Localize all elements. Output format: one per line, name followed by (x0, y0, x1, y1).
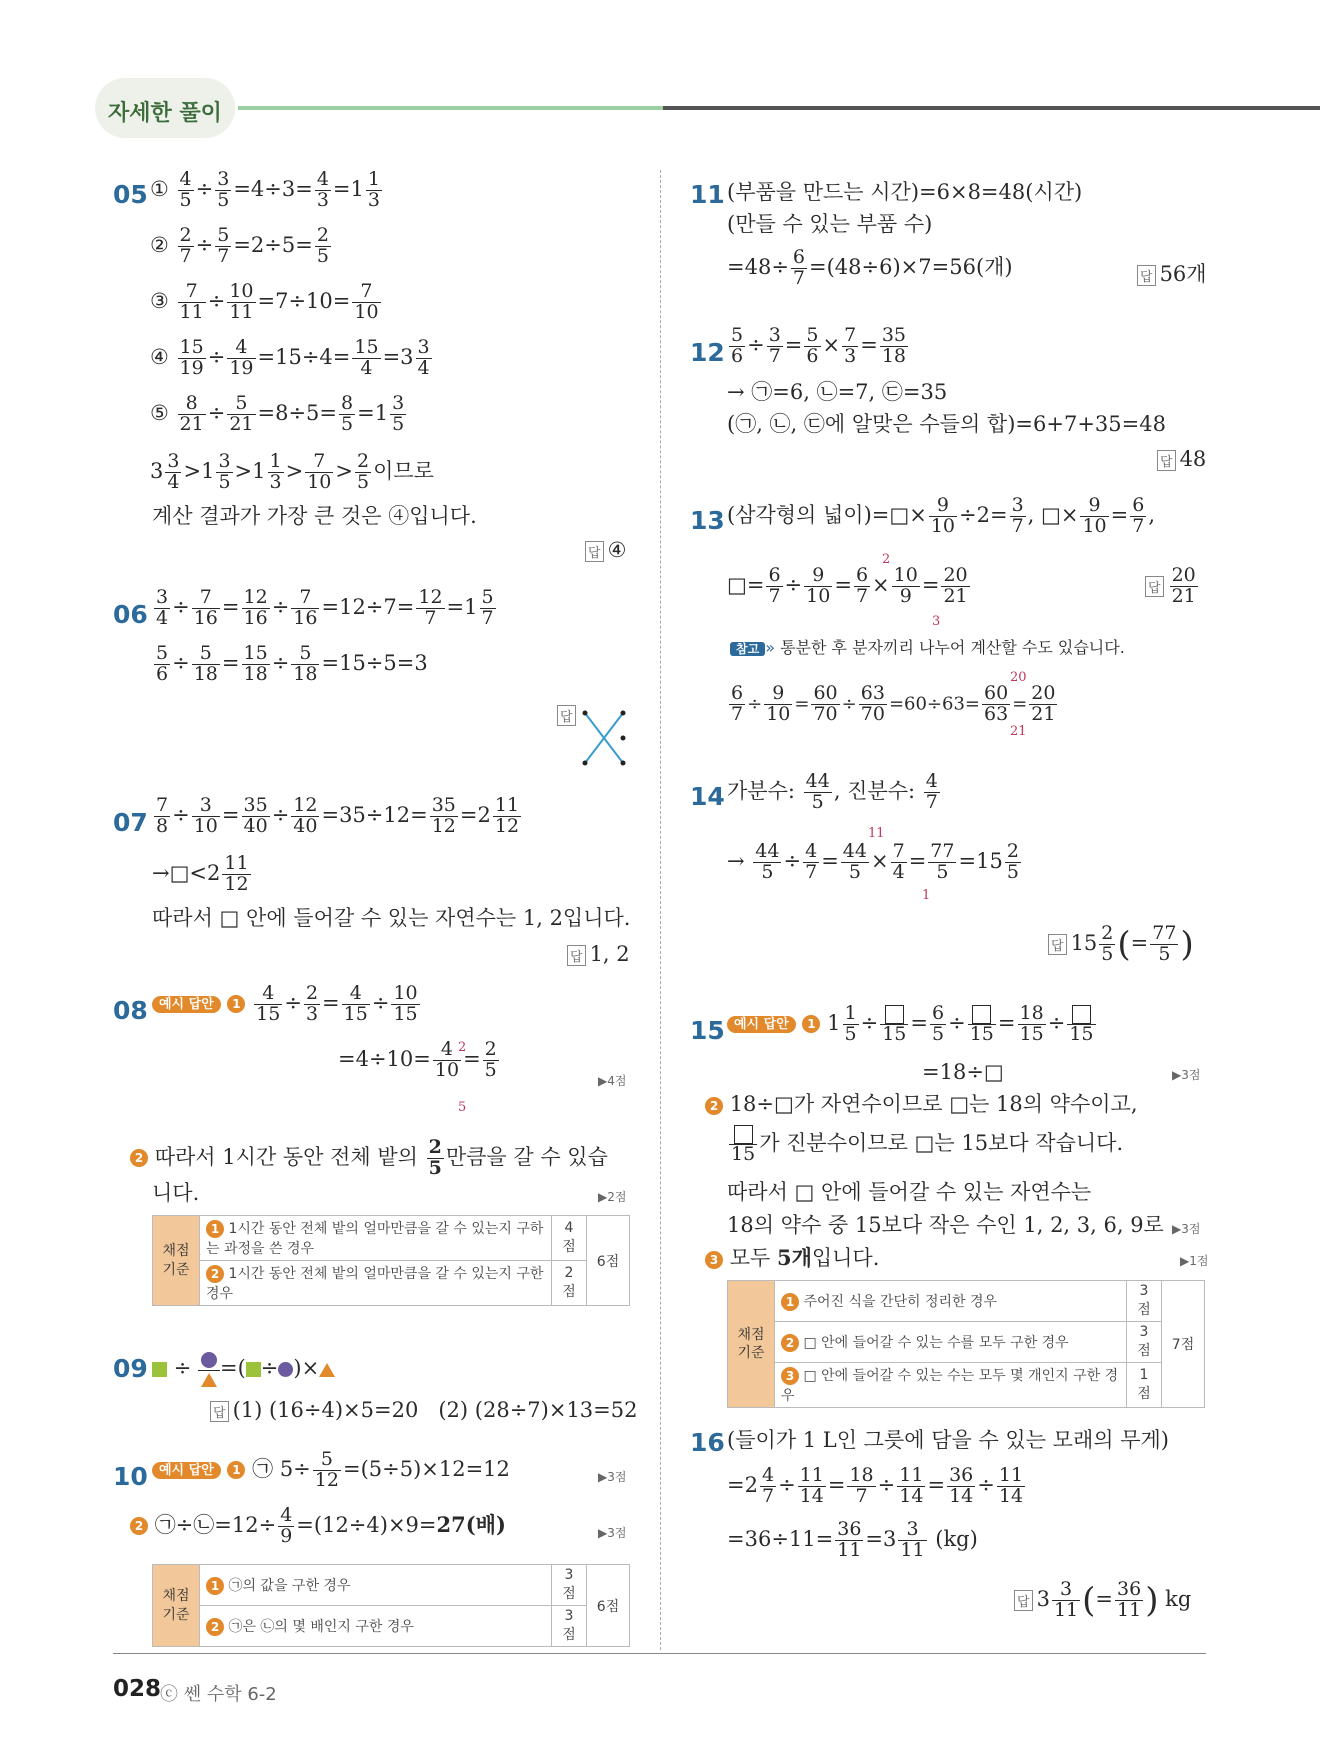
p13-note: 참고 » 통분한 후 분자끼리 나누어 계산할 수도 있습니다. (730, 640, 1125, 656)
p14-cancel-1: 1 (922, 888, 931, 903)
p13-line-1: (삼각형의 넓이)=□× $\frac{9}{10}$ ÷2= $\frac{3}{7}$ , □× $\frac{9}{10}$ = $\frac{6}{7}$ , (727, 494, 1156, 537)
p08-line-4: 니다. (152, 1181, 200, 1205)
p05-answer: 답 ④ (585, 538, 626, 562)
p05-line-1: ① $\frac{4}{5}$ ÷ $\frac{3}{5}$ =4÷3= $\frac{4}{3}$ =1 $\frac{1}{3}$ (150, 168, 380, 211)
p07-line-2: →□<2 $\frac{11}{12}$ (152, 852, 249, 895)
p11-line-3: =48÷ $\frac{6}{7}$ =(48÷6)×7=56(개) (727, 246, 1013, 289)
circle-over-triangle-icon (198, 1352, 220, 1387)
problem-number: 15 (690, 1016, 725, 1045)
p08-line-2: =4÷10= $\frac{4}{10}$ = $\frac{2}{5}$ (338, 1038, 497, 1081)
triangle-icon (319, 1363, 335, 1377)
p12-line-1: $\frac{5}{6}$ ÷ $\frac{3}{7}$ = $\frac{5}{6}$ × $\frac{7}{3}$ = $\frac{35}{18}$ (731, 324, 906, 367)
p05-line-7: 계산 결과가 가장 큰 것은 ④입니다. (152, 504, 477, 528)
p15-points-3: ▶1점 (1180, 1254, 1209, 1268)
p05-line-4: ④ $\frac{15}{19}$ ÷ $\frac{4}{19}$ =15÷4= $\frac{15}{4}$ =3 $\frac{3}{4}$ (150, 336, 430, 379)
p15-line-7: 3 모두 5개입니다. (705, 1247, 879, 1269)
p10-points-1: ▶3점 (598, 1470, 627, 1484)
page-number: 028 (113, 1676, 162, 1702)
p08-rubric: 채점 기준 1 1시간 동안 전체 밭의 얼마만큼을 갈 수 있는지 구하는 과정을 쓴 경우 4점 6점 2 1시간 동안 전체 밭의 얼마만큼을 갈 수 있는지 구한 경우 2점 (152, 1215, 630, 1306)
problem-number: 14 (690, 782, 725, 811)
p15-points-2: ▶3점 (1172, 1222, 1201, 1236)
p07-line-1: $\frac{7}{8}$ ÷ $\frac{3}{10}$ = $\frac{35}{40}$ ÷ $\frac{12}{40}$ =35÷12= $\frac{35}{12}$ =2 $\frac{11}{12}$ (156, 794, 520, 837)
p13-cancel-3: 3 (932, 614, 941, 629)
p08-cancel-2: 2 (458, 1040, 467, 1055)
p06-answer: 답 (557, 702, 580, 726)
p14-line-1: 가분수: $\frac{44}{5}$ , 진분수: $\frac{4}{7}$ (727, 770, 938, 813)
p08-cancel-5: 5 (458, 1100, 467, 1115)
p15-line-2: =18÷□ (922, 1060, 1004, 1084)
p12-line-2: → ㉠=6, ㉡=7, ㉢=35 (727, 380, 948, 404)
p05-line-5: ⑤ $\frac{8}{21}$ ÷ $\frac{5}{21}$ =8÷5= $\frac{8}{5}$ =1 $\frac{3}{5}$ (150, 392, 405, 435)
problem-number: 10 (113, 1462, 148, 1491)
problem-number: 16 (690, 1428, 725, 1457)
p11-line-2: (만들 수 있는 부품 수) (727, 212, 933, 236)
p05-line-6: 3 $\frac{3}{4}$ >1 $\frac{3}{5}$ >1 $\frac{1}{3}$ > $\frac{7}{10}$ > $\frac{2}{5}$ 이므로 (150, 450, 434, 493)
square-icon (152, 1362, 167, 1377)
problem-number: 09 (113, 1354, 148, 1383)
header-rule-green (238, 106, 663, 110)
p11-line-1: (부품을 만드는 시간)=6×8=48(시간) (727, 180, 1083, 204)
p15-line-4: 15 가 진분수이므로 □는 15보다 작습니다. (727, 1124, 1123, 1165)
p05-line-2: ② $\frac{2}{7}$ ÷ $\frac{5}{7}$ =2÷5= $\frac{2}{5}$ (150, 224, 329, 267)
p09-answer: 답 (1) (16÷4)×5=20 (2) (28÷7)×13=52 (210, 1398, 637, 1422)
p10-line-1: 예시 답안 1 ㉠ 5÷ $\frac{5}{12}$ =(5÷5)×12=12 (152, 1450, 510, 1491)
problem-number: 07 (113, 808, 148, 837)
p10-line-2: 2 ㉠÷㉡=12÷ $\frac{4}{9}$ =(12÷4)×9=27(배) (130, 1506, 506, 1547)
p06-line-1: $\frac{3}{4}$ ÷ $\frac{7}{16}$ = $\frac{12}{16}$ ÷ $\frac{7}{16}$ =12÷7= $\frac{12}{7}$ =1 $\frac{5}{7}$ (156, 586, 494, 629)
p06-answer-cross-diagram (578, 708, 630, 768)
footer-rule (113, 1653, 1206, 1654)
p14-line-2: → $\frac{44}{5}$ ÷ $\frac{4}{7}$ = $\frac{44}{5}$ × $\frac{7}{4}$ = $\frac{77}{5}$ =15 $\frac{2}{5}$ (727, 840, 1019, 883)
header-rule-gray (663, 106, 1320, 110)
p10-points-2: ▶3점 (598, 1526, 627, 1540)
p07-line-3: 따라서 □ 안에 들어갈 수 있는 자연수는 1, 2입니다. (152, 906, 631, 930)
p16-line-1: (들이가 1 L인 그릇에 담을 수 있는 모래의 무게) (727, 1428, 1169, 1452)
p15-line-3: 2 18÷□가 자연수이므로 □는 18의 약수이고, (705, 1094, 1138, 1115)
p08-line-3: 2 따라서 1시간 동안 전체 밭의 $\frac{2}{5}$ 만큼을 갈 수 있습 (130, 1138, 608, 1179)
circle-icon (278, 1362, 293, 1377)
problem-number: 05 (113, 180, 148, 209)
p13-note-cancel-21: 21 (1010, 724, 1027, 739)
p16-line-3: =36÷11= $\frac{36}{11}$ =3 $\frac{3}{11}$ (kg) (727, 1518, 978, 1561)
p12-line-3: (㉠, ㉡, ㉢에 알맞은 수들의 합)=6+7+35=48 (727, 412, 1166, 436)
p08-points-1: ▶4점 (598, 1074, 627, 1088)
p15-line-5: 따라서 □ 안에 들어갈 수 있는 자연수는 (727, 1180, 1092, 1204)
problem-number: 08 (113, 996, 148, 1025)
p16-line-2: =2 $\frac{4}{7}$ ÷ $\frac{11}{14}$ = $\frac{18}{7}$ ÷ $\frac{11}{14}$ = $\frac{36}{14}$ ÷ $\frac{11}{14}$ (727, 1464, 1024, 1507)
column-divider (660, 170, 661, 1650)
p08-points-2: ▶2점 (598, 1190, 627, 1204)
p13-cancel-2: 2 (882, 552, 891, 567)
p13-note-cancel-20: 20 (1010, 670, 1027, 685)
p15-rubric: 채점 기준 1 주어진 식을 간단히 정리한 경우 3점 7점 2 □ 안에 들어갈 수 있는 수를 모두 구한 경우 3점 3 □ 안에 들어갈 수 있는 수는 모두 몇 개인지 구한 경우 1점 (727, 1280, 1205, 1408)
p15-line-6: 18의 약수 중 15보다 작은 수인 1, 2, 3, 6, 9로 (727, 1213, 1164, 1237)
p06-line-2: $\frac{5}{6}$ ÷ $\frac{5}{18}$ = $\frac{15}{18}$ ÷ $\frac{5}{18}$ =15÷5=3 (156, 642, 428, 685)
p14-answer: 답 15 $\frac{2}{5}$ (= $\frac{77}{5}$ ) (1048, 924, 1194, 965)
p12-answer: 답 48 (1157, 447, 1206, 471)
p10-rubric: 채점 기준 1 ㉠의 값을 구한 경우 3점 6점 2 ㉠은 ㉡의 몇 배인지 구한 경우 3점 (152, 1564, 630, 1647)
p08-line-1: 예시 답안 1 $\frac{4}{15}$ ÷ $\frac{2}{3}$ = $\frac{4}{15}$ ÷ $\frac{10}{15}$ (152, 984, 422, 1025)
header (0, 70, 1320, 140)
header-logo-text: 자세한 풀이 (108, 101, 222, 126)
p14-cancel-11: 11 (868, 826, 885, 841)
p16-answer: 답 3 $\frac{3}{11}$ (= $\frac{36}{11}$ ) kg (1014, 1580, 1191, 1621)
p11-answer: 답 56개 (1137, 258, 1207, 288)
problem-number: 06 (113, 600, 148, 629)
p09-line-1: ÷ =( ÷ )× (152, 1352, 335, 1387)
square-icon (246, 1362, 261, 1377)
problem-number: 11 (690, 180, 725, 209)
p07-answer: 답 1, 2 (567, 942, 630, 966)
book-title: ⓒ 쎈 수학 6-2 (160, 1684, 277, 1705)
p15-points-1: ▶3점 (1172, 1068, 1201, 1082)
problem-number: 13 (690, 506, 725, 535)
p05-line-3: ③ $\frac{7}{11}$ ÷ $\frac{10}{11}$ =7÷10= $\frac{7}{10}$ (150, 280, 379, 323)
problem-number: 12 (690, 338, 725, 367)
p15-line-1: 예시 답안 1 1 $\frac{1}{5}$ ÷ 15 = $\frac{6}{5}$ ÷ 15 = $\frac{18}{15}$ ÷ 15 (727, 1004, 1098, 1045)
p13-line-2: □= $\frac{6}{7}$ ÷ $\frac{9}{10}$ = $\frac{6}{7}$ × $\frac{10}{9}$ = $\frac{20}{21}$ (727, 564, 968, 607)
p13-note-eq: $\frac{6}{7}$ ÷ $\frac{9}{10}$ = $\frac{60}{70}$ ÷ $\frac{63}{70}$ =60÷63= $\frac{60}{63}$ = $\frac{20}{21}$ (731, 682, 1056, 725)
p13-answer: 답 $\frac{20}{21}$ (1145, 566, 1200, 607)
